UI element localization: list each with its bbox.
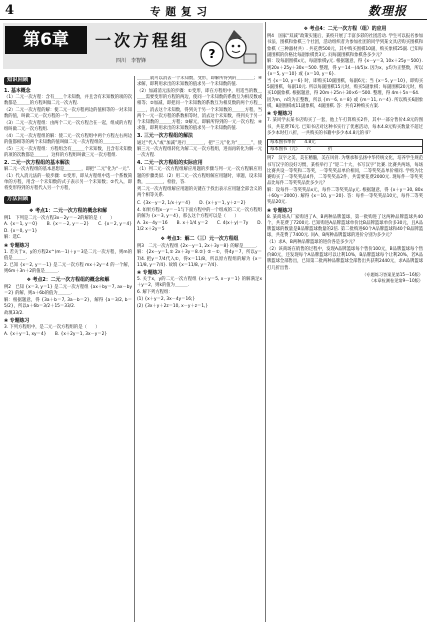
section-heading: 2. 二元一次方程组的基本解法 xyxy=(4,159,70,166)
paragraph: （2）加减消元法的步骤：①变形，即在方程组中，用适当的数＿＿＿需要变形的方程的两边，使同一个未知数的系数互为相反数或相等；②加减，即把同一个未知数的系数互为相反数的两个方程＿＿＿，消去这个未知数，得到关于另一个未知数的＿＿＿方程，当两个一元一次方程的系数相等时，消去这个未知数，得到关于另一个未知数的＿＿＿方程；③解元，即解所得到的一元一次方程；④求值，即利用求出的未知数的值求另一个未知数的值. xyxy=(137,88,262,132)
topic-heading: ❖ 考点2：二元一次方程组的概念和解 xyxy=(26,277,110,284)
solution: 因为m，n均为正整数，所以 {m＝6, n＝8} 或 {m＝11, n＝4}. 所以购买6副象棋，8副围棋或11副象棋，4副围棋. 答：共有2种购买方案. xyxy=(267,97,423,110)
question: 4. 如果方程x－y＝－1与下面方程中的一个组成的二元一次方程组的解为 {x＝3, y＝4}，那么这个方程可以是（ ） xyxy=(137,208,262,220)
section-heading: 1. 基本概念 xyxy=(4,87,31,94)
section-heading: 4. 二元一次方程组的实际应用 xyxy=(137,160,203,167)
paragraph: （1）列二元一次方程组解应用题的步骤与列一元一次方程解应用题的步骤类似.（2）用二元一次方程组解应用题时，审题，设未知数，＿＿＿＿，检验，答. xyxy=(137,167,262,185)
practice-heading: ❀ 专题练习 xyxy=(267,207,293,214)
solution: 解：根据题意，得 {3a＋b＝7, 3a－b＝2}，解得 {a＝3/2, b＝5/2}，所以a＋6b＝3/2＋15＝33/2. xyxy=(4,298,132,310)
column-divider xyxy=(265,22,266,622)
topic-heading: ❖ 考点4：二元一次方程（组）的应用 xyxy=(303,26,387,32)
table-row: 每本图书（元） 六 折 xyxy=(270,147,333,153)
paragraph: （1）二元一次方程：含有＿＿个未知数，并且含有未知数的项的次数都是＿＿＿的方程叫做二元一次方程. xyxy=(4,94,132,106)
column-left xyxy=(4,76,132,622)
question: 5. 关于x，y的二元一次方程组 {x＋y＝5, x－y＝1} 的解满足x＋y＝2，则k的值为＿＿＿. xyxy=(137,277,262,289)
question: 1. 若关于x，y的方程2x^(m－1)＋y＝3是二元一次方程，则m的值是＿＿＿. xyxy=(4,249,132,261)
options: C. {3x－y＝2, 1/x＋y＝4} D. {x＋y＝1, y＋z＝2} xyxy=(137,201,247,207)
subquestion: （1）求A、B两种品牌篮球的进价各是多少元？ xyxy=(267,240,358,246)
subquestion: (1) {x＋y＝2, 3x－4y＝16;} xyxy=(137,296,196,302)
paragraph: 列二元一次方程组解应用题的关键在于找出表示应用题全部含义的两个相等关系. xyxy=(137,186,262,198)
options: A. 3x－4y＝16 B. x＋1/4 y＝2 C. 4(x＋y)＝7y D. 1/2 x＋2y＝5 xyxy=(137,221,262,233)
section-topic: 专题复习 xyxy=(150,6,212,18)
paragraph: （4）二元一次方程组的解：使二元一次方程组中两个方程左右两边的值都相等的两个未知数的值叫做二元一次方程组的＿＿＿＿. xyxy=(4,133,132,145)
paragraph: 解二元一次方程组的基本思想是＿＿＿＿，即把“二元”化为“一元”. xyxy=(4,167,131,173)
example: 例7 汉字之美，美在精髓，美在风骨. 为继承和弘扬中华传统文化，培养学生规范书写汉字的良好习惯，某校举行了“迎二十大，书写汉字”比赛. 比赛共两场，每场比赛共设一等奖和二等奖，一等奖奖品单价相同，二等奖奖品单价相同. 学校为比赛购买了一等奖奖品4件，二等奖奖品2件，共需要花费2000元. 现每件一等奖奖品比每件二等奖奖品贵多少元？ xyxy=(267,156,423,187)
practice-heading: ❀ 专题练习 xyxy=(4,242,30,249)
answer: 故填33/2. xyxy=(4,311,24,317)
topic-heading: ❖ 考点3：解二（三）元一次方程组 xyxy=(160,235,239,242)
test-reference: （本章检测卷见第9～10版） xyxy=(368,278,423,284)
solution: 解：{2x－y＝1,① 2x＋3y＝8.②} ②－①，得4y＝7，所以y＝7/4. 把y＝7/4代入①，得x＝11/8，所以原方程组的解为 {x＝11/8, y＝7/4}. 故填 {x＝11/8, y＝7/4}. xyxy=(137,250,262,268)
paragraph: （1）代入消元法的一般步骤：①变形，即从方程组中选一个系数简单的方程，用含一个未知数的式子表示另一个未知数；②代入，即将变形得到的方程代入另一个方程， xyxy=(4,173,132,192)
chapter-number: 第6章 xyxy=(5,26,87,54)
example: 例4 国家“双减”政策实施后，某校开展了丰富多彩的社团活动. 学生可以报名参加书法、围棋和象棋三个社团，活动组织者为参加社团的同学到某文具店购买围棋和象棋（三种器材共）. 共花费500元，其中购买围棋10副，购买象棋25副. 已知每副围棋的价格比每副象棋贵3元. 问每副围棋和象棋各多少元？ xyxy=(267,34,423,58)
practice-heading: ❀ 专题练习 xyxy=(137,270,163,277)
options: A. {x＝1, y＝0} B. {x＝－2, y＝－2} C. {x＝2, y＝4} D. {x＝0, y＝1} xyxy=(4,222,132,234)
page-header xyxy=(0,0,427,20)
question: 6. 解下列方程组： xyxy=(137,290,173,296)
practice-heading: ❀ 专题练习 xyxy=(4,318,30,325)
subquestion: (2) {3x＋y＋2z＝10, x－y＋z＝1,} xyxy=(137,303,209,309)
paragraph: ＿＿＿就可以消去一个未知数，变形，即解所得到的＿＿＿＿；④求解，即利用求出的未知数的值求另一个未知数的值. xyxy=(137,76,262,88)
table-row: 每本图书单价 4.8元 xyxy=(268,140,422,147)
paragraph: （5）三元一次方程组：方程组含有＿＿＿个未知数，且含有未知数的项的次数都是＿＿＿，这样的方程组叫做三元一次方程组. xyxy=(4,146,132,158)
paragraph: 通过“代入”或“加减”进行＿＿＿＿，把“三元”化为“＿＿＿”，使解三元一次方程组转化为解二元一次方程组，进而再转化为解一元一次方程. xyxy=(137,140,262,159)
example: 例3 二元一次方程组 {2x－y＝1, 2x＋3y＝8} 的解是＿＿＿. xyxy=(137,243,258,249)
options: A. {x＋y＝1, xy＝4} B. {x＋2y＝1, 3x－y＝2} xyxy=(4,332,108,338)
page-number: 4 xyxy=(5,3,15,18)
answer: 解：选C. xyxy=(4,235,22,241)
question: 7. 某同学去某书店购买了一套，他上午打算购买2件，其中一部分售价4.8元的图书，共花费76元. 已知书店对这种书实行了优惠活动，每本4.8元购买数量不超过多少本时打八折，一共购买的书籍中多少本4.8元的书？ xyxy=(267,118,423,136)
price-table xyxy=(267,139,423,154)
knowledge-review-tag: 知识回顾 xyxy=(4,77,31,85)
cartoon-illustration-icon xyxy=(198,24,260,70)
question: 2. 已知 {x＝2, y＝－1} 是二元一次方程 mx＋2y＝4 的一个解，则6m＋3n＋2的值是＿＿＿. xyxy=(4,262,132,274)
author: 四川 李智锋 xyxy=(116,58,147,64)
svg-text:?: ? xyxy=(208,47,216,61)
solution: 解：设每副围棋x元，每副象棋y元. 根据题意，得 {x－y＝3, 10x＋25y＝500}. 则20x＋25y＋30x＝500. 整理，得 y＝14－(4/5)x. 因为x，y均为正整数，所以 {x＝5, y＝10} 或 {x＝10, y＝6}. xyxy=(267,59,423,77)
question: 3. 下列方程组中，是二元一次方程组的是（ ） xyxy=(4,325,100,331)
question: 8. 某商场从厂家购进了A、B两种品牌篮球，第一批购进了这两种品牌篮球共40个，共花费了7200元. 已知购进A品牌篮球单价比B品牌篮球单价多30元，且A品牌篮球的数量是B品牌篮球数量的2倍. 第二批购进60个A品牌篮球和40个B品牌篮球，共花费了7400元. 问A、B两种品牌篮球的进价分别为多少元？ xyxy=(267,214,423,239)
column-divider xyxy=(134,76,135,622)
column-right xyxy=(267,24,423,622)
subquestion: （2）该商场在销售的过程中，发现A品牌篮球每个售价100元，B品牌篮球每个售价80元，还发现每个A品牌篮球可以让利10%，B品牌篮球每个让利20%，若A品牌篮球全部售出，已知第二批两种品牌篮球全部售出共获利2440元，求A品牌篮球打几折出售. xyxy=(267,246,423,271)
topic-heading: ❖ 考点1：二元一次方程的概念和解 xyxy=(29,207,107,214)
chapter-title: 一次方程组 xyxy=(95,31,191,50)
column-middle xyxy=(137,76,262,622)
solution: 当 {x＝10, y＝6} 时，即购买10副围棋，每副6元；当 {x＝5, y＝10}，即购买5副围棋，每副10元. 所以每副围棋15元时，购买5副象棋；每副围棋20元时，购买10副象棋. 根据题意，得 20m＋25n＋30×6＝500. 整理，得 4m＋5n＝64. xyxy=(267,78,423,97)
solution: 解：设每件一等奖奖品x元，每件二等奖奖品y元. 根据题意，得 {x＋y＝30, 80x＋60y＝2000}. 解得 {x＝10, y＝20}. 答：每件一等奖奖品10元，每件二等奖奖品20元. xyxy=(267,188,423,206)
practice-heading: ❀ 专题练习 xyxy=(267,111,293,118)
answer-reference: （专题练习答案见第15～16版） xyxy=(362,272,423,278)
method-review-tag: 方法回顾 xyxy=(4,196,31,204)
paragraph: （3）二元一次方程组：由两个二元一次方程合在一起，组成的方程组叫做二元一次方程组. xyxy=(4,120,132,132)
newspaper-logo: 数理报 xyxy=(368,4,408,18)
paragraph: （2）二元一次方程的解：使二元一次方程两边的值相等的一对未知数的值，叫做二元一次方程的一个＿＿＿＿. xyxy=(4,107,132,119)
example: 例2 已知 {x＝3, y＝1} 是二元一次方程组 {ax＋by＝7, ax－by＝2} 的解，则a＋6b的值为＿＿＿. xyxy=(4,285,132,297)
section-heading: 3. 三元一次方程组的解法 xyxy=(137,133,193,140)
example: 例1 下列是二元一次方程3x－2y＝－2的解的是（ ） xyxy=(4,215,115,221)
